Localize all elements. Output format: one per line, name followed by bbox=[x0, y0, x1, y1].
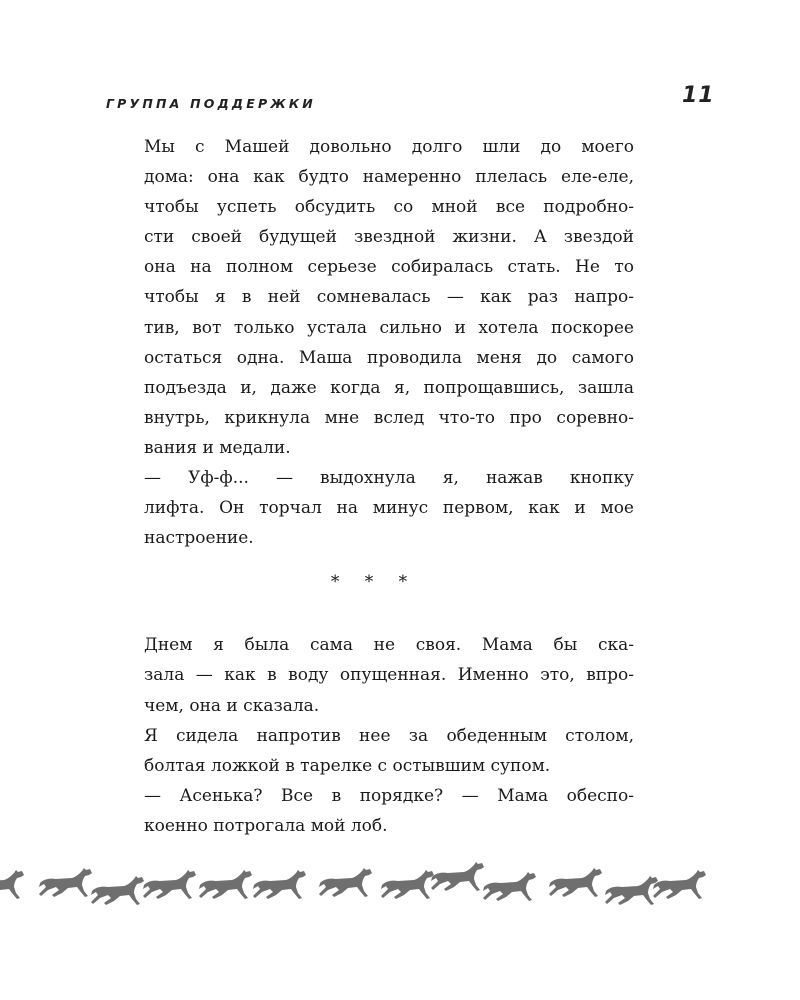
text-line: болтая ложкой в тарелке с остывшим супом. bbox=[144, 755, 551, 776]
text-line: дома: она как будто намеренно плелась еле-еле, bbox=[144, 167, 634, 188]
horse-icon bbox=[253, 870, 306, 899]
horse-icon bbox=[39, 868, 92, 897]
text-line: остаться одна. Маша проводила меня до самого bbox=[144, 347, 634, 368]
horse-icon bbox=[605, 876, 658, 905]
horse-icon bbox=[549, 868, 602, 897]
horse-border-icon bbox=[0, 855, 800, 905]
text-line: чтобы я в ней сомневалась — как раз напро- bbox=[144, 287, 634, 308]
paragraph bbox=[106, 721, 634, 781]
horse-icon bbox=[143, 870, 196, 899]
horse-icon bbox=[91, 876, 144, 905]
text-line: Днем я была сама не своя. Мама бы ска- bbox=[144, 635, 634, 656]
text-line: она на полном серьезе собиралась стать. Не то bbox=[144, 257, 634, 278]
text-line: сти своей будущей звездной жизни. А звездой bbox=[144, 227, 634, 248]
text-line: Мы с Машей довольно долго шли до моего bbox=[144, 137, 634, 157]
body-text bbox=[106, 132, 634, 841]
horse-icon bbox=[431, 862, 484, 891]
paragraph bbox=[106, 630, 634, 720]
text-line: лифта. Он торчал на минус первом, как и мое bbox=[144, 498, 634, 519]
paragraph bbox=[106, 132, 634, 463]
text-line: подъезда и, даже когда я, попрощавшись, зашла bbox=[144, 377, 634, 398]
text-line: чем, она и сказала. bbox=[144, 695, 320, 716]
horse-icon bbox=[0, 870, 24, 899]
text-line: тив, вот только устала сильно и хотела поскорее bbox=[144, 317, 634, 338]
paragraph bbox=[106, 463, 634, 553]
horse-icon bbox=[653, 870, 706, 899]
text-line: вания и медали. bbox=[144, 437, 291, 458]
text-line: зала — как в воду опущенная. Именно это, впро- bbox=[144, 665, 634, 686]
section-break: * * * bbox=[330, 572, 418, 593]
text-line: Я сидела напротив нее за обеденным столом, bbox=[144, 725, 634, 746]
paragraph bbox=[106, 781, 634, 841]
text-line: коенно потрогала мой лоб. bbox=[144, 815, 388, 836]
text-line: — Асенька? Все в порядке? — Мама обеспо- bbox=[144, 785, 634, 806]
horse-icon bbox=[381, 870, 434, 899]
text-line: чтобы успеть обсудить со мной все подробно- bbox=[144, 197, 634, 218]
text-line: настроение. bbox=[144, 528, 254, 549]
horse-icon bbox=[483, 872, 536, 901]
horse-icon bbox=[199, 870, 252, 899]
running-head: ГРУППА ПОДДЕРЖКИ bbox=[106, 96, 316, 111]
horse-icon bbox=[319, 868, 372, 897]
text-line: — Уф-ф... — выдохнула я, нажав кнопку bbox=[144, 468, 634, 489]
page-number: 11 bbox=[682, 83, 715, 108]
text-line: внутрь, крикнула мне вслед что-то про соревно- bbox=[144, 407, 634, 428]
